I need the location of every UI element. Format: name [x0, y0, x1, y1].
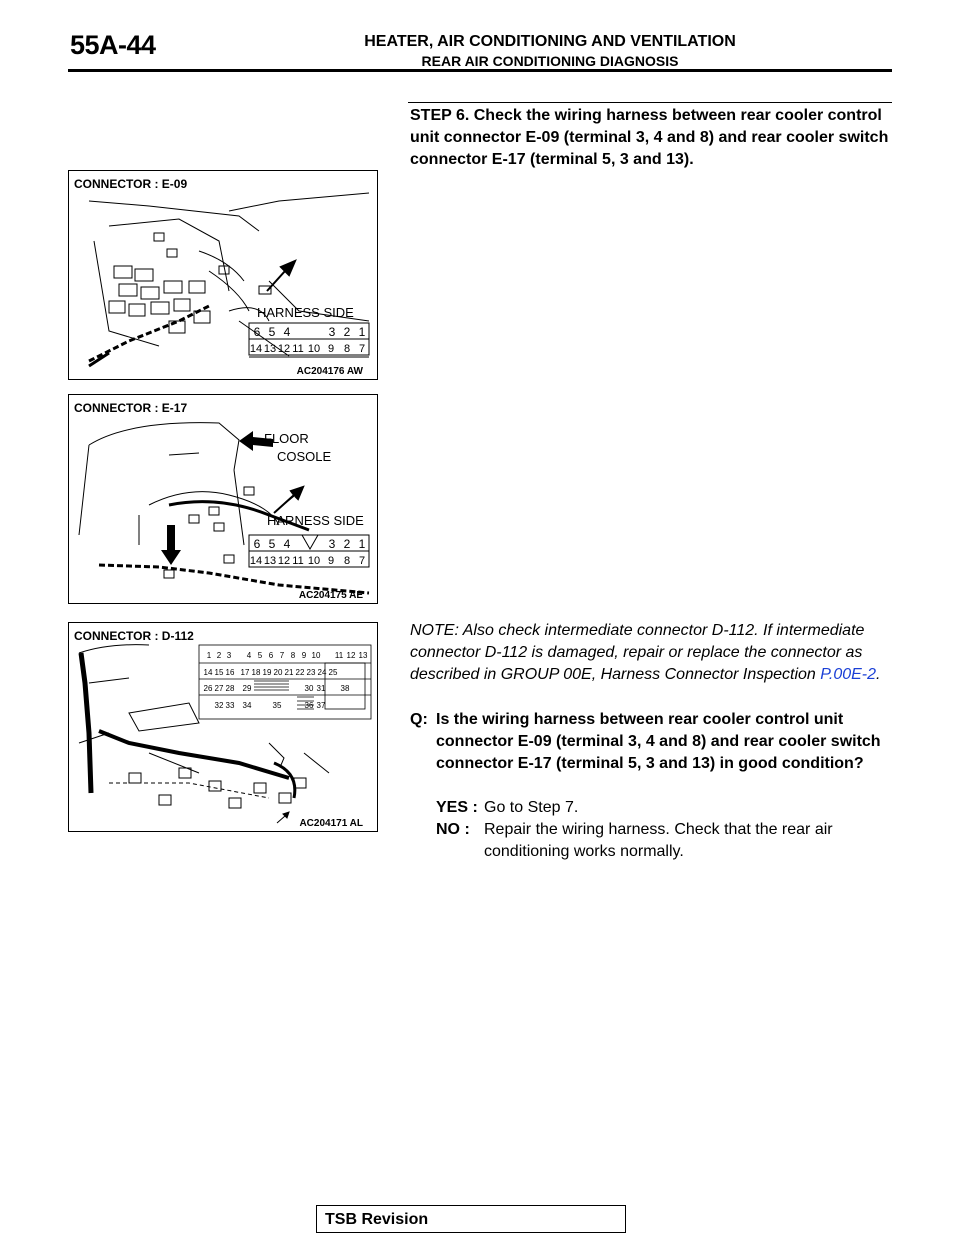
- e09-pin: 1: [358, 325, 366, 339]
- e17-pin: 3: [328, 537, 336, 551]
- tsb-revision-box: TSB Revision: [316, 1205, 626, 1233]
- e09-illustration: [69, 171, 377, 379]
- step-rule: [408, 102, 892, 103]
- e09-pin: 2: [343, 325, 351, 339]
- e09-pin: 3: [328, 325, 336, 339]
- e17-pin: 1: [358, 537, 366, 551]
- d112-pin: 35: [272, 701, 282, 710]
- d112-code: AC204171 AL: [299, 818, 363, 829]
- e17-illustration: [69, 395, 377, 603]
- e17-harness-side-label: HARNESS SIDE: [267, 513, 364, 528]
- d112-pin: 14: [203, 668, 213, 677]
- e17-pin: 14: [249, 555, 263, 567]
- e17-pin: 4: [283, 537, 291, 551]
- d112-pin: 28: [225, 684, 235, 693]
- d112-pin: 1: [206, 651, 212, 660]
- question: [410, 709, 892, 775]
- e17-pin: 12: [277, 555, 291, 567]
- e09-label: CONNECTOR : E-09: [74, 177, 188, 191]
- d112-illustration: [69, 623, 377, 831]
- d112-pin: 38: [340, 684, 350, 693]
- e09-pin: 11: [292, 343, 304, 355]
- d112-pin: 11: [334, 651, 344, 660]
- d112-pin: 24: [317, 668, 327, 677]
- e17-pin: 6: [253, 537, 261, 551]
- e17-pin: 5: [268, 537, 276, 551]
- e09-pin: 5: [268, 325, 276, 339]
- e09-pin: 12: [277, 343, 291, 355]
- e17-pin: 13: [263, 555, 277, 567]
- d112-pin: 23: [306, 668, 316, 677]
- d112-pin: 21: [284, 668, 294, 677]
- e17-pin: 9: [327, 555, 335, 567]
- d112-pin: 17: [240, 668, 250, 677]
- answer-no-key: NO :: [436, 821, 470, 838]
- figure-connector-e09: [68, 170, 378, 380]
- d112-pin: 32: [214, 701, 224, 710]
- e09-pin: 7: [358, 343, 366, 355]
- d112-pin: 22: [295, 668, 305, 677]
- e17-console-label: COSOLE: [277, 449, 332, 464]
- e09-pin: 6: [253, 325, 261, 339]
- answer-yes: [436, 797, 894, 819]
- reference-link[interactable]: P.00E-2: [820, 666, 877, 683]
- d112-pin: 10: [311, 651, 321, 660]
- d112-pin: 18: [251, 668, 261, 677]
- note-end: .: [876, 666, 881, 683]
- answer-no-text: Repair the wiring harness. Check that the rear air conditioning works normally.: [484, 821, 833, 860]
- d112-pin: 6: [268, 651, 274, 660]
- header-rule: [68, 69, 892, 72]
- d112-pin: 37: [316, 701, 326, 710]
- note-paragraph: [410, 620, 894, 686]
- e17-pin: 10: [307, 555, 321, 567]
- d112-pin: 36: [304, 701, 314, 710]
- page-number: 55A-44: [70, 30, 156, 60]
- d112-pin: 34: [242, 701, 252, 710]
- answer-yes-text: Go to Step 7.: [484, 799, 579, 816]
- d112-pin: 26: [203, 684, 213, 693]
- note-text: NOTE: Also check intermediate connector D-112. If intermediate connector D-112 is damaged, repair or replace the connector as described in GROUP 00E, Harness Connector Inspection: [410, 622, 865, 683]
- d112-pin: 27: [214, 684, 224, 693]
- step-heading: STEP 6. Check the wiring harness between rear cooler control unit connector E-09 (terminal 3, 4 and 8) and rear cooler switch connector E-17 (terminal 5, 3 and 13).: [410, 107, 889, 168]
- e09-pin: 13: [263, 343, 277, 355]
- section-subtitle: REAR AIR CONDITIONING DIAGNOSIS: [421, 53, 679, 69]
- e09-pin: 14: [249, 343, 263, 355]
- d112-pin: 25: [328, 668, 338, 677]
- d112-pin: 5: [257, 651, 263, 660]
- e17-floor-label: FLOOR: [264, 431, 309, 446]
- figure-connector-e17: [68, 394, 378, 604]
- answer-no: [436, 819, 894, 863]
- question-key: Q:: [410, 711, 428, 728]
- d112-pin: 29: [242, 684, 252, 693]
- d112-label: CONNECTOR : D-112: [74, 629, 194, 643]
- d112-pin: 31: [316, 684, 326, 693]
- e17-pin: 11: [292, 555, 304, 567]
- d112-pin: 33: [225, 701, 235, 710]
- e17-label: CONNECTOR : E-17: [74, 401, 188, 415]
- e09-pin: 4: [283, 325, 291, 339]
- e09-pin: 8: [343, 343, 351, 355]
- d112-pin: 19: [262, 668, 272, 677]
- d112-pin: 8: [290, 651, 296, 660]
- e17-pin: 7: [358, 555, 366, 567]
- d112-pin: 4: [246, 651, 252, 660]
- section-title: HEATER, AIR CONDITIONING AND VENTILATION: [364, 33, 736, 50]
- e09-pin: 10: [307, 343, 321, 355]
- question-text: Is the wiring harness between rear cooler control unit connector E-09 (terminal 3, 4 and 8) and rear cooler switch connector E-17 (terminal 5, 3 and 13) in good condition?: [436, 711, 881, 772]
- d112-pin: 20: [273, 668, 283, 677]
- d112-pin: 30: [304, 684, 314, 693]
- e09-pin: 9: [327, 343, 335, 355]
- d112-pin: 13: [358, 651, 368, 660]
- d112-pin: 3: [226, 651, 232, 660]
- d112-pin: 7: [279, 651, 285, 660]
- e17-pin: 8: [343, 555, 351, 567]
- e09-code: AC204176 AW: [296, 366, 363, 377]
- e17-pin: 2: [343, 537, 351, 551]
- e09-harness-side-label: HARNESS SIDE: [257, 305, 354, 320]
- answer-yes-key: YES :: [436, 799, 478, 816]
- d112-pin: 15: [214, 668, 224, 677]
- e17-code: AC204175 AE: [298, 590, 363, 601]
- d112-pin: 9: [301, 651, 307, 660]
- d112-pin: 2: [216, 651, 222, 660]
- figure-connector-d112: [68, 622, 378, 832]
- d112-pin: 16: [225, 668, 235, 677]
- d112-pin: 12: [346, 651, 356, 660]
